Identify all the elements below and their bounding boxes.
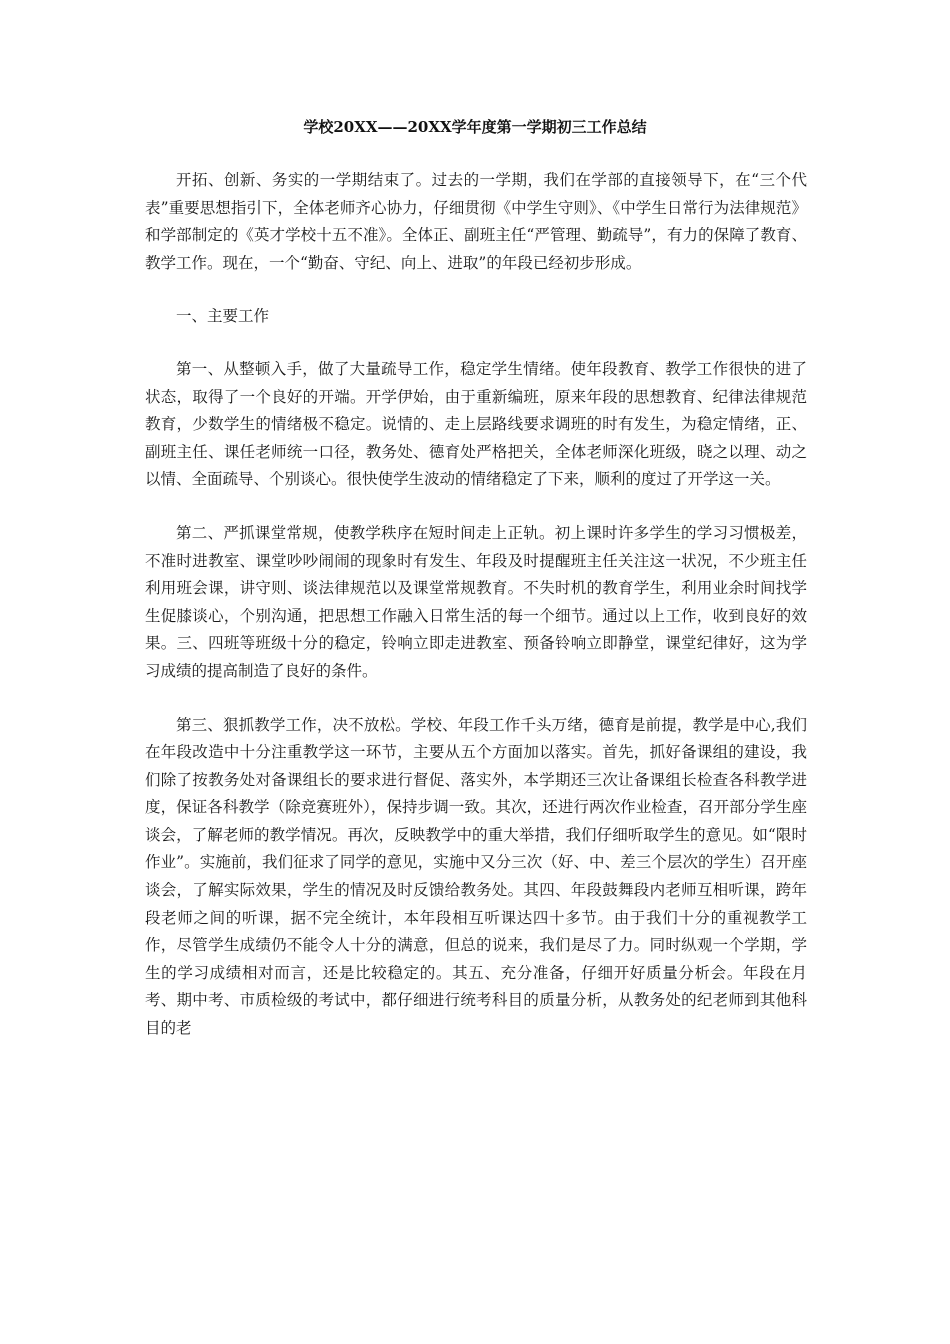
intro-paragraph: 开拓、创新、务实的一学期结束了。过去的一学期，我们在学部的直接领导下，在“三个代表”重要思想指引下，全体老师齐心协力，仔细贯彻《中学生守则》、《中学生日常行为法律规范》和学部制定的《英才学校十五不准》。全体正、副班主任“严管理、勤疏导”，有力的保障了教育、教学工作。现在，一个“勤奋、守纪、向上、进取”的年段已经初步形成。 [145, 171, 807, 272]
document-title: 学校20XX——20XX学年度第一学期初三工作总结 [303, 118, 647, 136]
section-heading: 一、主要工作 [176, 307, 270, 326]
document-body [145, 167, 807, 1069]
body-paragraph: 第三、狠抓教学工作，决不放松。学校、年段工作千头万绪，德育是前提，教学是中心,我们在年段改造中十分注重教学这一环节，主要从五个方面加以落实。首先，抓好备课组的建设，我们除了按教务处对备课组长的要求进行督促、落实外，本学期还三次让备课组长检查各科教学进度，保证各科教学（除竞赛班外），保持步调一致。其次，还进行两次作业检查，召开部分学生座谈会，了解老师的教学情况。再次，反映教学中的重大举措，我们仔细听取学生的意见。如“限时作业”。实施前，我们征求了同学的意见，实施中又分三次（好、中、差三个层次的学生）召开座谈会，了解实际效果，学生的情况及时反馈给教务处。其四、年段鼓舞段内老师互相听课，跨年段老师之间的听课，据不完全统计，本年段相互听课达四十多节。由于我们十分的重视教学工作，尽管学生成绩仍不能令人十分的满意，但总的说来，我们是尽了力。同时纵观一个学期，学生的学习成绩相对而言，还是比较稳定的。其五、充分准备，仔细开好质量分析会。年段在月考、期中考、市质检级的考试中，都仔细进行统考科目的质量分析，从教务处的纪老师到其他科目的老 [145, 715, 807, 1038]
body-paragraph: 第一、从整顿入手，做了大量疏导工作，稳定学生情绪。使年段教育、教学工作很快的进了状态，取得了一个良好的开端。开学伊始，由于重新编班，原来年段的思想教育、纪律法律规范教育，少数学生的情绪极不稳定。说情的、走上层路线要求调班的时有发生，为稳定情绪，正、副班主任、课任老师统一口径，教务处、德育处严格把关，全体老师深化班级，晓之以理、动之以情、全面疏导、个别谈心。很快使学生波动的情绪稳定了下来，顺利的度过了开学这一关。 [145, 359, 807, 489]
body-paragraph: 第二、严抓课堂常规，使教学秩序在短时间走上正轨。初上课时许多学生的学习习惯极差，不准时进教室、课堂吵吵闹闹的现象时有发生、年段及时提醒班主任关注这一状况，不少班主任利用班会课，讲守则、谈法律规范以及课堂常规教育。不失时机的教育学生，利用业余时间找学生促膝谈心，个别沟通，把思想工作融入日常生活的每一个细节。通过以上工作，收到良好的效果。三、四班等班级十分的稳定，铃响立即走进教室、预备铃响立即静堂，课堂纪律好，这为学习成绩的提高制造了良好的条件。 [145, 523, 807, 680]
